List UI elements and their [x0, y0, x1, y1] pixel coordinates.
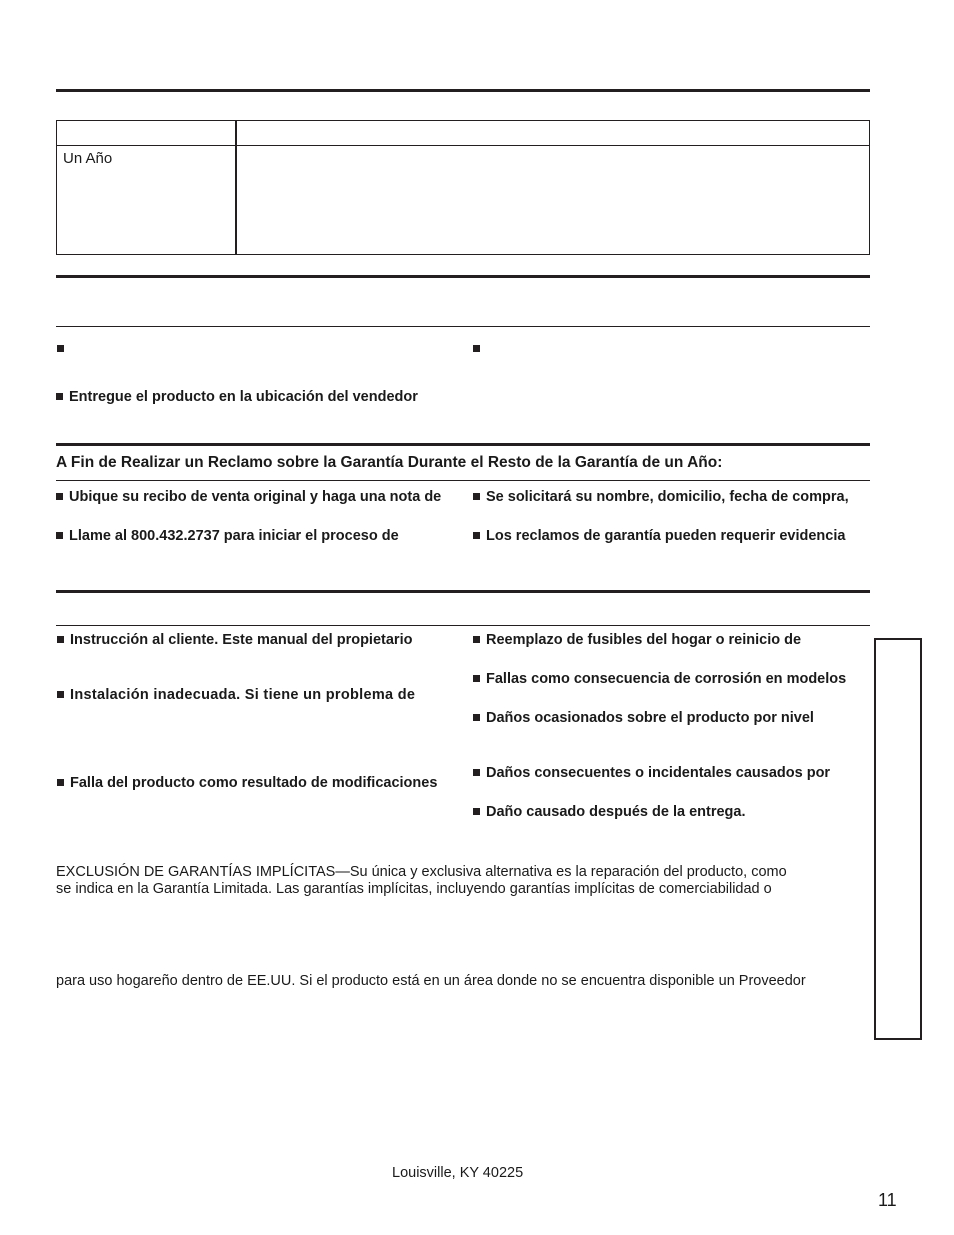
list-item-text: Falla del producto como resultado de modificaciones	[70, 775, 438, 791]
list-item	[473, 804, 745, 820]
bullet-icon	[473, 636, 480, 643]
bullet-icon	[473, 808, 480, 815]
list-item-text: Daños ocasionados sobre el producto por nivel	[486, 710, 814, 726]
bullet-icon	[473, 714, 480, 721]
list-item-text: Instrucción al cliente. Este manual del propietario	[70, 632, 413, 648]
warranty-table	[56, 120, 870, 255]
section-rule-2-thin	[56, 326, 870, 327]
list-item	[56, 389, 418, 405]
footer-address: Louisville, KY 40225	[392, 1165, 524, 1181]
bullet-icon	[473, 340, 486, 358]
list-item	[57, 687, 415, 703]
list-item-text: Instalación inadecuada. Si tiene un problema de	[70, 687, 416, 703]
bullet-icon	[57, 636, 64, 643]
list-item-text: Los reclamos de garantía pueden requerir evidencia	[486, 528, 846, 544]
disclaimer-line-1: EXCLUSIÓN DE GARANTÍAS IMPLÍCITAS—Su única y exclusiva alternativa es la reparación del producto, como	[56, 864, 787, 880]
page-number: 11	[878, 1190, 897, 1210]
list-item-text: Daño causado después de la entrega.	[486, 804, 746, 820]
list-item	[473, 528, 845, 544]
bullet-icon	[56, 532, 63, 539]
section-rule-2	[56, 275, 870, 278]
list-item	[473, 710, 814, 726]
list-item-text: Fallas como consecuencia de corrosión en modelos	[486, 671, 847, 687]
bullet-icon	[473, 493, 480, 500]
bullet-icon	[57, 779, 64, 786]
bullet-icon	[473, 675, 480, 682]
list-item	[56, 528, 399, 544]
table-column-divider	[235, 121, 237, 254]
list-item-text: Se solicitará su nombre, domicilio, fecha de compra,	[486, 489, 849, 505]
bullet-icon	[57, 340, 70, 358]
list-item	[473, 765, 830, 781]
list-item	[57, 775, 437, 791]
list-item	[473, 671, 846, 687]
disclaimer-line-2: se indica en la Garantía Limitada. Las garantías implícitas, incluyendo garantías implícitas de comerciabilidad o	[56, 881, 772, 897]
section-rule-3	[56, 443, 870, 446]
side-tab-box	[874, 638, 922, 1040]
section-rule-3-thin	[56, 480, 870, 481]
section-rule-4-thin	[56, 625, 870, 626]
bullet-icon	[473, 769, 480, 776]
disclaimer-line-3: para uso hogareño dentro de EE.UU. Si el producto está en un área donde no se encuentra disponible un Proveedor	[56, 973, 806, 989]
claim-heading: A Fin de Realizar un Reclamo sobre la Garantía Durante el Resto de la Garantía de un Año:	[56, 454, 723, 471]
bullet-icon	[56, 393, 63, 400]
list-item-text: Reemplazo de fusibles del hogar o reinicio de	[486, 632, 802, 648]
bullet-icon	[56, 493, 63, 500]
bullet-icon	[473, 532, 480, 539]
list-item	[473, 489, 849, 505]
table-row-label: Un Año	[63, 150, 113, 167]
list-item	[57, 632, 412, 648]
list-item-text: Llame al 800.432.2737 para iniciar el proceso de	[69, 528, 399, 544]
list-item	[56, 489, 441, 505]
section-rule-4	[56, 590, 870, 593]
section-rule-top	[56, 89, 870, 92]
bullet-icon	[57, 691, 64, 698]
list-item	[473, 632, 801, 648]
list-item-text: Daños consecuentes o incidentales causados por	[486, 765, 831, 781]
list-item-text: Entregue el producto en la ubicación del vendedor	[69, 389, 418, 405]
table-header-row	[57, 121, 869, 146]
list-item-text: Ubique su recibo de venta original y haga una nota de	[69, 489, 442, 505]
